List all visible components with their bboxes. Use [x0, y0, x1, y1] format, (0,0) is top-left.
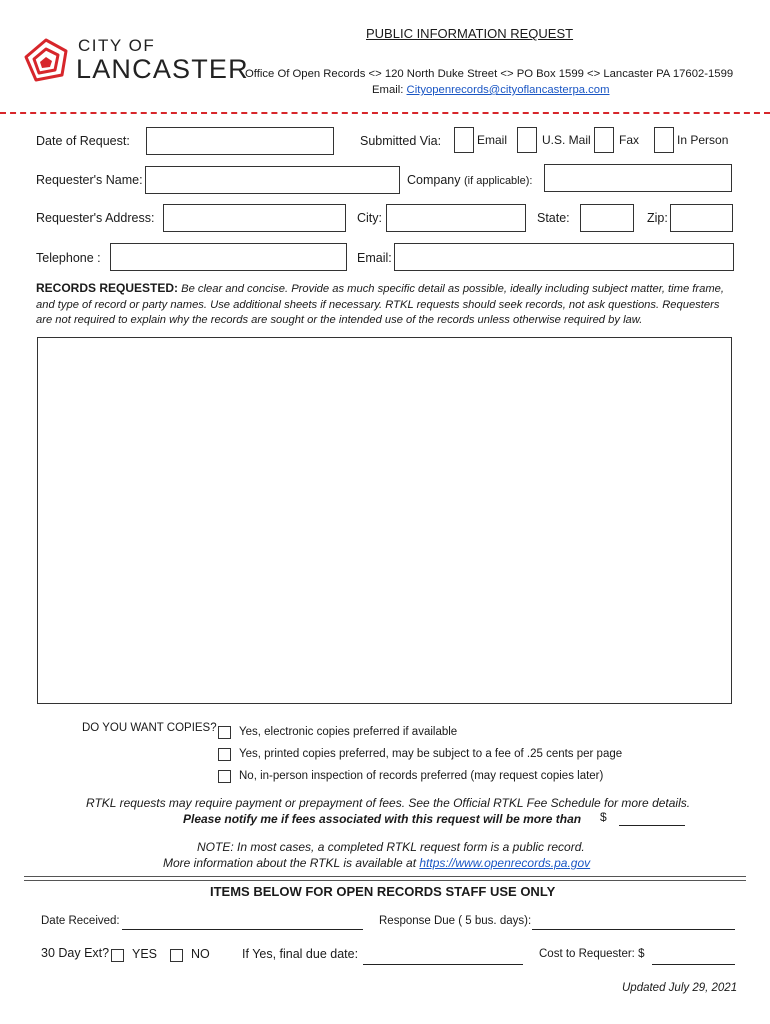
updated-date: Updated July 29, 2021 [622, 982, 738, 994]
company-text: Company [407, 173, 461, 187]
office-address: Office Of Open Records <> 120 North Duke Street <> PO Box 1599 <> Lancaster PA 17602-1599 [245, 68, 734, 80]
fees-currency: $ [600, 810, 607, 824]
date-of-request-label: Date of Request: [36, 134, 130, 148]
ext-no-label: NO [191, 947, 210, 961]
rose-logo-icon [22, 37, 70, 83]
city-input[interactable] [386, 204, 526, 232]
ext-no-checkbox[interactable] [170, 949, 183, 962]
copies-inspection-label: No, in-person inspection of records preferred (may request copies later) [239, 770, 604, 782]
ext-label: 30 Day Ext? [41, 946, 110, 960]
note-line-1: NOTE: In most cases, a completed RTKL request form is a public record. [197, 840, 585, 854]
email-input[interactable] [394, 243, 734, 271]
ext-yes-checkbox[interactable] [111, 949, 124, 962]
date-of-request-input[interactable] [146, 127, 334, 155]
company-input[interactable] [544, 164, 732, 192]
response-due-label: Response Due ( 5 bus. days): [379, 915, 532, 927]
copies-printed-label: Yes, printed copies preferred, may be subject to a fee of .25 cents per page [239, 748, 623, 760]
via-fax-label: Fax [619, 133, 640, 147]
date-received-input[interactable] [122, 929, 363, 930]
email-field-label: Email: [357, 251, 392, 265]
copies-electronic-label: Yes, electronic copies preferred if available [239, 726, 458, 738]
records-instruction-text: Be clear and concise. Provide as much specific detail as possible, ideally including subject matter, time frame, and type of record or party names. Use additional sheets if necessary. RTKL requests should seek records, not ask questions. Requesters are not required to explain why the records are sought or the intended use of the records unless otherwise required by law. [36, 283, 724, 326]
note-line-2 [163, 856, 590, 870]
via-in-person-label: In Person [677, 133, 729, 147]
records-requested-textarea[interactable] [37, 337, 732, 704]
requester-name-input[interactable] [145, 166, 400, 194]
date-received-label: Date Received: [41, 915, 120, 927]
via-mail-label: U.S. Mail [542, 133, 591, 147]
fees-notify-text: Please notify me if fees associated with this request will be more than [183, 812, 582, 826]
city-label: City: [357, 211, 382, 225]
copies-inspection-checkbox[interactable] [218, 770, 231, 783]
via-mail-checkbox[interactable] [517, 127, 537, 153]
office-email [372, 84, 610, 96]
city-name-text: LANCASTER [76, 54, 249, 84]
zip-input[interactable] [670, 204, 733, 232]
company-label [407, 173, 532, 187]
via-email-label: Email [477, 133, 508, 147]
staff-divider-top [24, 876, 746, 877]
cost-input[interactable] [652, 964, 735, 965]
via-email-checkbox[interactable] [454, 127, 474, 153]
fees-notice: RTKL requests may require payment or prepayment of fees. See the Official RTKL Fee Schedule for more details. [86, 796, 691, 810]
copies-electronic-checkbox[interactable] [218, 726, 231, 739]
requester-address-input[interactable] [163, 204, 346, 232]
final-due-label: If Yes, final due date: [242, 947, 359, 961]
zip-label: Zip: [647, 211, 668, 225]
rtkl-link[interactable]: https://www.openrecords.pa.gov [419, 856, 591, 870]
header-divider [0, 112, 770, 114]
email-label: Email: [372, 84, 404, 96]
state-label: State: [537, 211, 570, 225]
telephone-input[interactable] [110, 243, 347, 271]
telephone-label: Telephone : [36, 251, 101, 265]
state-input[interactable] [580, 204, 634, 232]
copies-question: DO YOU WANT COPIES? [82, 722, 217, 734]
company-note: (if applicable): [463, 175, 533, 187]
ext-yes-label: YES [132, 947, 158, 961]
form-title: PUBLIC INFORMATION REQUEST [366, 26, 574, 41]
copies-printed-checkbox[interactable] [218, 748, 231, 761]
city-logo [22, 37, 70, 83]
city-of-text: CITY OF [78, 36, 156, 55]
fee-limit-input[interactable] [619, 825, 685, 826]
submitted-via-label: Submitted Via: [360, 134, 442, 148]
staff-heading: ITEMS BELOW FOR OPEN RECORDS STAFF USE ONLY [210, 884, 556, 899]
note-prefix: More information about the RTKL is available at [163, 856, 417, 870]
email-link[interactable]: Cityopenrecords@cityoflancasterpa.com [406, 84, 610, 96]
staff-divider-bottom [24, 880, 746, 881]
via-fax-checkbox[interactable] [594, 127, 614, 153]
records-instructions [36, 281, 736, 329]
cost-label: Cost to Requester: $ [539, 948, 645, 960]
via-in-person-checkbox[interactable] [654, 127, 674, 153]
requester-name-label: Requester's Name: [36, 173, 143, 187]
final-due-input[interactable] [363, 964, 523, 965]
requester-address-label: Requester's Address: [36, 211, 155, 225]
response-due-input[interactable] [532, 929, 735, 930]
records-heading: RECORDS REQUESTED: [36, 281, 179, 295]
